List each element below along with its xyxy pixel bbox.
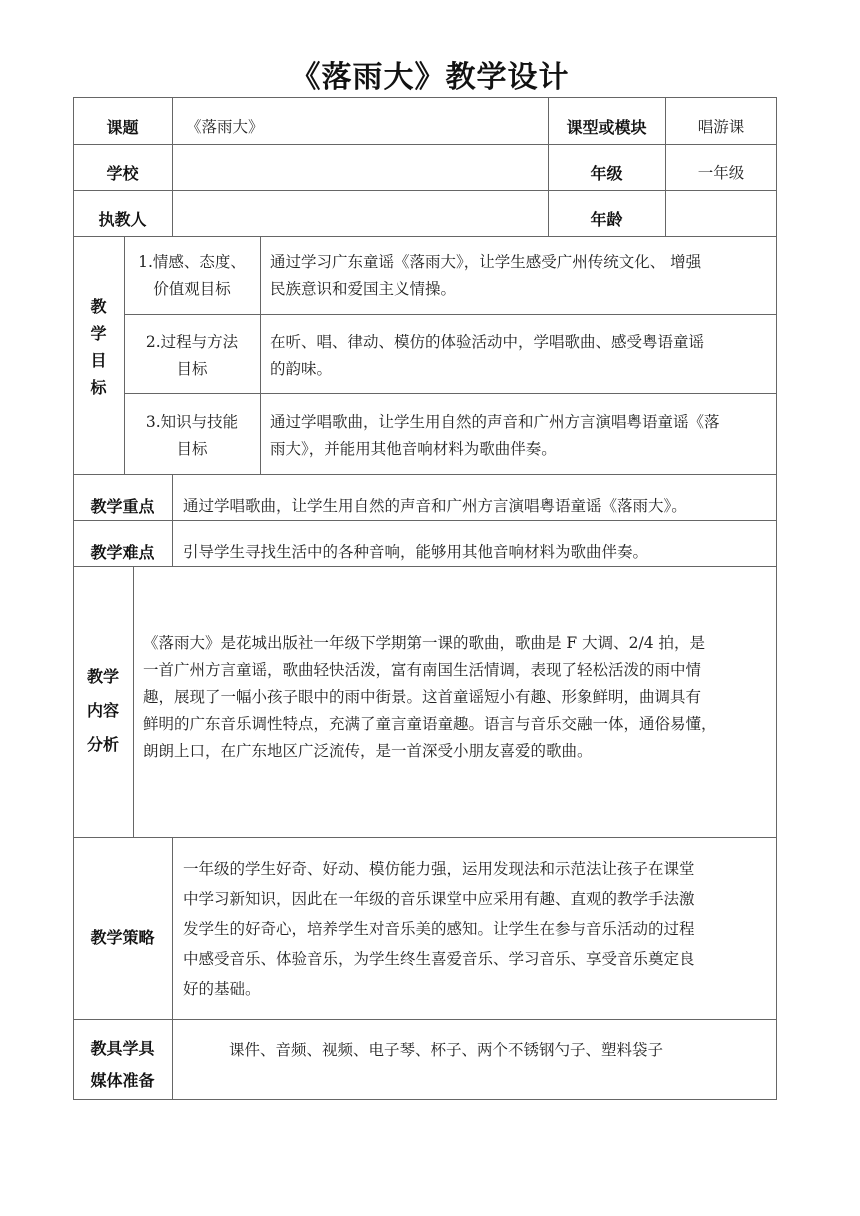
teacher-label: 执教人	[98, 210, 147, 229]
difficulty-text: 引导学生寻找生活中的各种音响，能够用其他音响材料为歌曲伴奏。	[183, 543, 649, 561]
strategy-line: 一年级的学生好奇、好动、模仿能力强，运用发现法和示范法让孩子在课堂	[183, 860, 695, 878]
content-analysis-line: 鲜明的广东音乐调性特点，充满了童言童语童趣。语言与音乐交融一体，通俗易懂，	[143, 715, 717, 733]
key-point-label: 教学重点	[90, 497, 155, 516]
key-point-text: 通过学唱歌曲，让学生用自然的声音和广州方言演唱粤语童谣《落雨大》。	[183, 497, 687, 515]
row-divider	[73, 144, 777, 145]
objective-text-line: 雨大》，并能用其他音响材料为歌曲伴奏。	[270, 440, 557, 458]
objectives-label	[73, 293, 124, 401]
materials-text: 课件、音频、视频、电子琴、杯子、两个不锈钢勺子、塑料袋子	[229, 1041, 664, 1059]
objective-name-line: 1.情感、态度、	[138, 253, 246, 271]
school-label: 学校	[106, 164, 139, 183]
objectives-label-char: 教	[90, 297, 107, 316]
materials-label-line: 媒体准备	[90, 1071, 155, 1090]
objective-text	[270, 409, 768, 463]
row-divider	[73, 837, 777, 838]
objective-text-line: 的韵味。	[270, 360, 333, 378]
grade-label: 年级	[590, 164, 623, 183]
course-title-label: 课题	[106, 118, 139, 137]
row-divider	[124, 314, 777, 315]
lesson-plan-table	[73, 97, 777, 1100]
objectives-label-char: 目	[90, 351, 107, 370]
materials-label	[73, 1033, 172, 1097]
page-title: 《落雨大》教学设计	[290, 60, 570, 95]
content-analysis-label-line: 分析	[86, 735, 119, 754]
objective-text-line: 通过学习广东童谣《落雨大》，让学生感受广州传统文化、 增强	[270, 253, 702, 271]
objective-name-line: 价值观目标	[153, 280, 231, 298]
strategy-line: 中感受音乐、体验音乐，为学生终生喜爱音乐、学习音乐、享受音乐奠定良	[183, 950, 695, 968]
objective-text-line: 民族意识和爱国主义情操。	[270, 280, 457, 298]
objective-name-line: 目标	[176, 440, 208, 458]
row-divider	[73, 190, 777, 191]
grade-value: 一年级	[697, 164, 745, 182]
objectives-label-char: 学	[90, 324, 107, 343]
course-type-label: 课型或模块	[566, 118, 647, 137]
content-analysis-text	[143, 630, 769, 765]
objective-name-line: 2.过程与方法	[145, 333, 239, 351]
col-divider	[260, 236, 261, 474]
course-title-value: 《落雨大》	[186, 118, 264, 136]
content-analysis-line: 一首广州方言童谣，歌曲轻快活泼，富有南国生活情调，表现了轻松活泼的雨中情	[143, 661, 702, 679]
col-divider	[172, 837, 173, 1099]
row-divider	[73, 236, 777, 237]
objective-name	[124, 329, 260, 383]
row-divider	[73, 1019, 777, 1020]
course-type-value: 唱游课	[697, 118, 745, 136]
strategy-line: 好的基础。	[183, 980, 261, 998]
col-divider	[172, 474, 173, 566]
content-analysis-line: 朗朗上口，在广东地区广泛流传，是一首深受小朋友喜爱的歌曲。	[143, 742, 593, 760]
row-divider	[124, 393, 777, 394]
table-border-top	[73, 97, 777, 98]
content-analysis-label-line: 教学	[86, 667, 119, 686]
row-divider	[73, 474, 777, 475]
age-label: 年龄	[590, 210, 623, 229]
table-border-right	[776, 97, 777, 1100]
strategy-line: 中学习新知识，因此在一年级的音乐课堂中应采用有趣、直观的教学手法激	[183, 890, 695, 908]
content-analysis-label-line: 内容	[86, 701, 119, 720]
objective-name	[124, 249, 260, 303]
strategy-text	[183, 854, 773, 1004]
row-divider	[73, 566, 777, 567]
strategy-label: 教学策略	[90, 928, 155, 947]
row-divider	[73, 520, 777, 521]
objective-name	[124, 409, 260, 463]
objective-text	[270, 249, 768, 303]
col-divider	[172, 97, 173, 236]
objective-text-line: 通过学唱歌曲，让学生用自然的声音和广州方言演唱粤语童谣《落	[270, 413, 720, 431]
content-analysis-line: 《落雨大》是花城出版社一年级下学期第一课的歌曲，歌曲是 F 大调、2/4 拍，是	[143, 634, 705, 652]
difficulty-label: 教学难点	[90, 543, 155, 562]
objective-name-line: 目标	[176, 360, 208, 378]
table-border-bottom	[73, 1099, 777, 1100]
materials-label-line: 教具学具	[90, 1039, 155, 1058]
content-analysis-label	[73, 660, 133, 762]
col-divider	[133, 566, 134, 837]
objective-name-line: 3.知识与技能	[145, 413, 239, 431]
content-analysis-line: 趣，展现了一幅小孩子眼中的雨中街景。这首童谣短小有趣、形象鲜明，曲调具有	[143, 688, 702, 706]
objective-text-line: 在听、唱、律动、模仿的体验活动中，学唱歌曲、感受粤语童谣	[270, 333, 705, 351]
strategy-line: 发学生的好奇心，培养学生对音乐美的感知。让学生在参与音乐活动的过程	[183, 920, 695, 938]
objective-text	[270, 329, 768, 383]
objectives-label-char: 标	[90, 378, 107, 397]
